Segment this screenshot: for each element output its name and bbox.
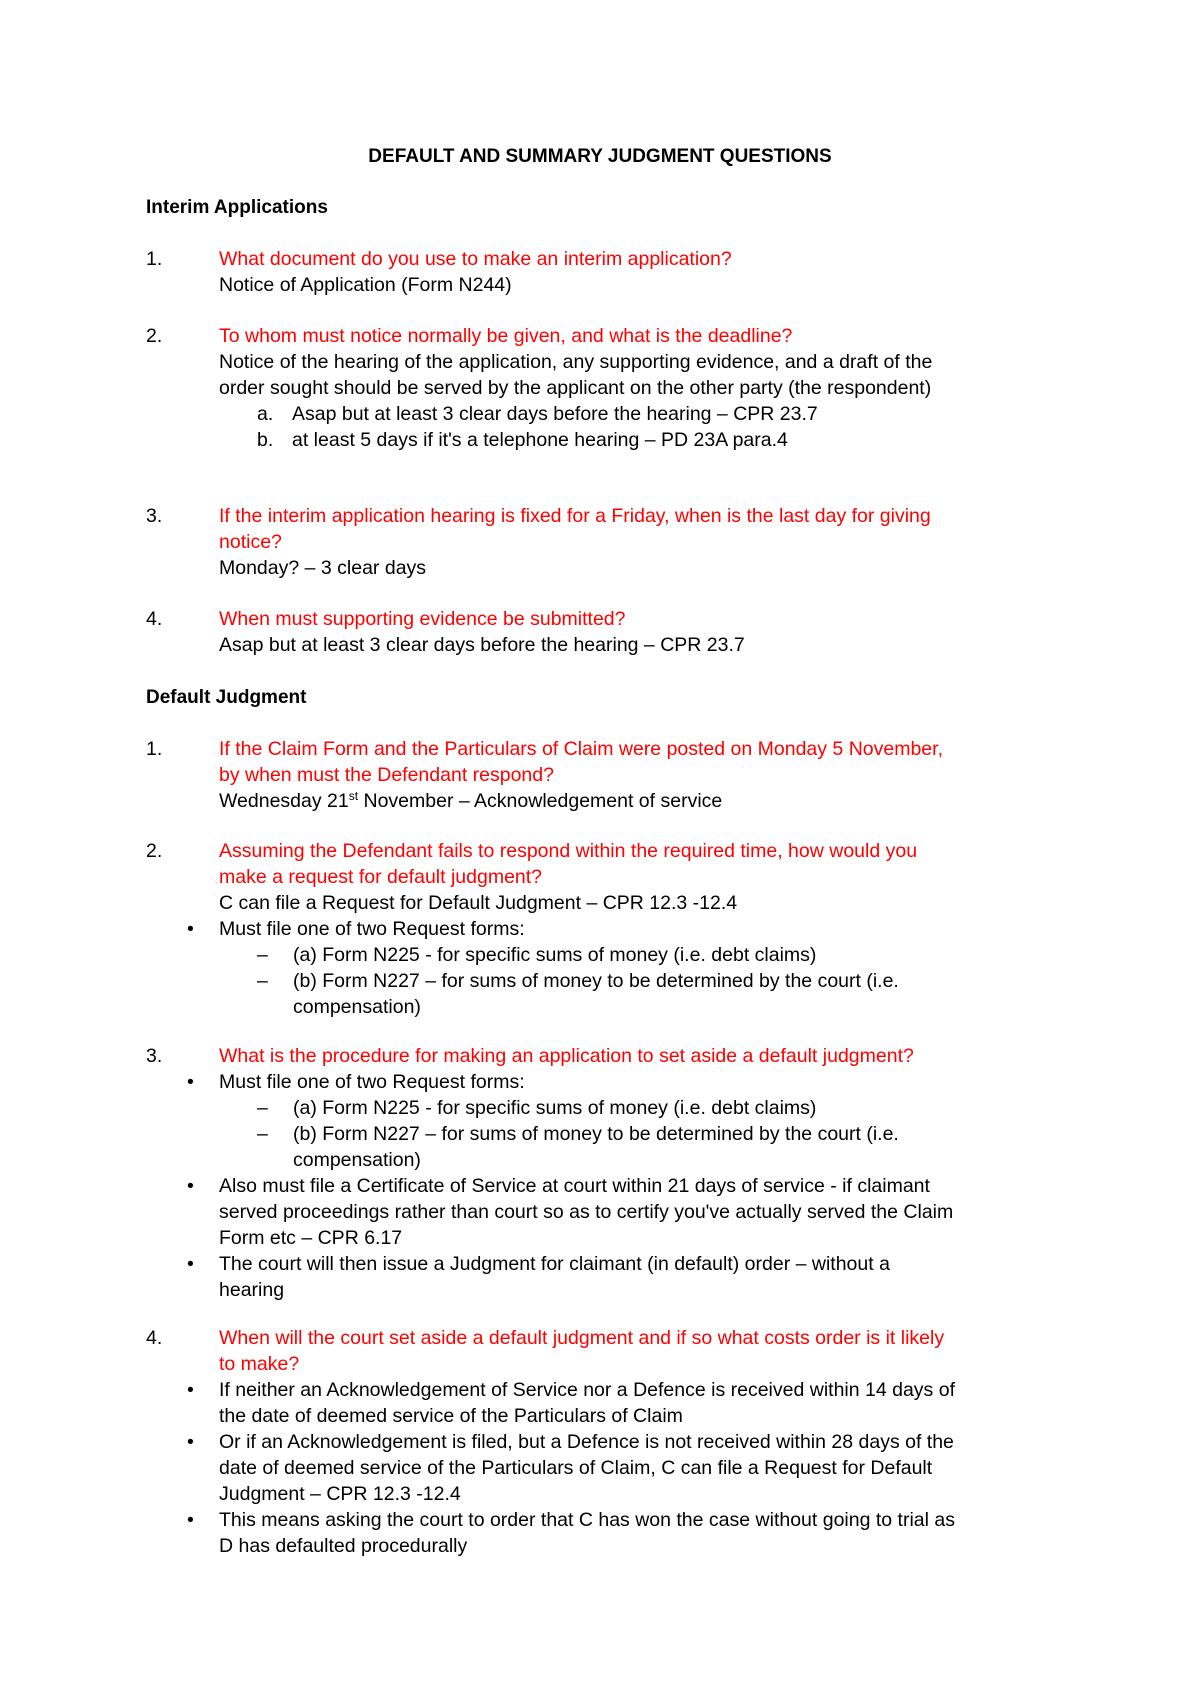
bullet-text: Must file one of two Request forms:	[219, 918, 525, 940]
question-text: When must supporting evidence be submitted?	[219, 608, 626, 630]
answer-text: C can file a Request for Default Judgment – CPR 12.3 -12.4	[219, 892, 738, 914]
item-number: 3.	[146, 505, 163, 527]
dash-text: (a) Form N225 - for specific sums of money (i.e. debt claims)	[293, 1097, 817, 1119]
bullet-text-line: If neither an Acknowledgement of Service nor a Defence is received within 14 days of	[219, 1379, 955, 1401]
item-number: 4.	[146, 1327, 163, 1349]
bullet-item	[146, 1251, 1066, 1303]
answer-text-line: order sought should be served by the applicant on the other party (the respondent)	[219, 377, 932, 399]
default-question-1	[146, 736, 1066, 814]
sub-item-text: at least 5 days if it's a telephone hearing – PD 23A para.4	[292, 429, 788, 451]
sub-item-a	[219, 401, 1066, 427]
question-text: To whom must notice normally be given, and what is the deadline?	[219, 325, 793, 347]
dash-icon: –	[257, 1123, 268, 1145]
item-number: 3.	[146, 1045, 163, 1067]
answer-text-part: November – Acknowledgement of service	[358, 790, 723, 812]
default-question-2	[146, 838, 1066, 1020]
bullet-text-line: the date of deemed service of the Particulars of Claim	[219, 1405, 683, 1427]
interim-question-4	[146, 606, 1066, 658]
dash-text-line: compensation)	[293, 996, 421, 1018]
bullet-text-line: The court will then issue a Judgment for claimant (in default) order – without a	[219, 1253, 890, 1275]
question-text-line: Assuming the Defendant fails to respond within the required time, how would you	[219, 840, 918, 862]
answer-text: Notice of Application (Form N244)	[219, 274, 512, 296]
question-text: What is the procedure for making an application to set aside a default judgment?	[219, 1045, 914, 1067]
bullet-item	[146, 1507, 1066, 1559]
bullet-text-line: Or if an Acknowledgement is filed, but a Defence is not received within 28 days of the	[219, 1431, 954, 1453]
bullet-text-line: date of deemed service of the Particulars of Claim, C can file a Request for Default	[219, 1457, 933, 1479]
answer-text: Monday? – 3 clear days	[219, 557, 427, 579]
question-text-line: notice?	[219, 531, 282, 553]
bullet-icon: •	[187, 1509, 194, 1531]
bullet-text-line: Judgment – CPR 12.3 -12.4	[219, 1483, 461, 1505]
bullet-item	[146, 1377, 1066, 1429]
section-heading-default-judgment: Default Judgment	[146, 687, 307, 708]
question-text-line: If the Claim Form and the Particulars of Claim were posted on Monday 5 November,	[219, 738, 943, 760]
bullet-item	[146, 1069, 1066, 1095]
bullet-text-line: Form etc – CPR 6.17	[219, 1227, 403, 1249]
bullet-item	[146, 1429, 1066, 1507]
dash-text-line: compensation)	[293, 1149, 421, 1171]
interim-question-1	[146, 246, 1066, 298]
answer-text-part: Wednesday 21	[219, 790, 349, 812]
bullet-item	[146, 916, 1066, 942]
item-number: 4.	[146, 608, 163, 630]
ordinal-suffix: st	[348, 789, 359, 803]
bullet-icon: •	[187, 1253, 194, 1275]
bullet-text: Must file one of two Request forms:	[219, 1071, 525, 1093]
question-text-line: by when must the Defendant respond?	[219, 764, 554, 786]
bullet-icon: •	[187, 1379, 194, 1401]
interim-question-3	[146, 503, 1066, 581]
dash-item	[146, 1121, 1066, 1173]
dash-icon: –	[257, 970, 268, 992]
bullet-icon: •	[187, 918, 194, 940]
bullet-text-line: This means asking the court to order that C has won the case without going to trial as	[219, 1509, 955, 1531]
dash-item	[146, 942, 1066, 968]
item-number: 2.	[146, 840, 163, 862]
dash-item	[146, 968, 1066, 1020]
dash-item	[146, 1095, 1066, 1121]
bullet-icon: •	[187, 1431, 194, 1453]
bullet-text-line: served proceedings rather than court so as to certify you've actually served the Claim	[219, 1201, 954, 1223]
item-number: 1.	[146, 248, 163, 270]
answer-text-line: Notice of the hearing of the application, any supporting evidence, and a draft of the	[219, 351, 933, 373]
dash-text: (a) Form N225 - for specific sums of money (i.e. debt claims)	[293, 944, 817, 966]
question-text-line: make a request for default judgment?	[219, 866, 543, 888]
dash-icon: –	[257, 1097, 268, 1119]
question-text-line: When will the court set aside a default judgment and if so what costs order is it likely	[219, 1327, 945, 1349]
dash-text-line: (b) Form N227 – for sums of money to be determined by the court (i.e.	[293, 1123, 899, 1145]
question-text-line: If the interim application hearing is fixed for a Friday, when is the last day for giving	[219, 505, 931, 527]
question-text: What document do you use to make an interim application?	[219, 248, 732, 270]
question-text-line: to make?	[219, 1353, 300, 1375]
answer-text: Asap but at least 3 clear days before the hearing – CPR 23.7	[219, 634, 745, 656]
bullet-icon: •	[187, 1175, 194, 1197]
dash-icon: –	[257, 944, 268, 966]
answer-text	[219, 788, 1066, 814]
sub-item-text: Asap but at least 3 clear days before the hearing – CPR 23.7	[292, 403, 818, 425]
item-number: 2.	[146, 325, 163, 347]
section-heading-interim: Interim Applications	[146, 197, 328, 218]
sub-item-label: b.	[257, 429, 274, 451]
document-title: DEFAULT AND SUMMARY JUDGMENT QUESTIONS	[368, 146, 832, 167]
bullet-item	[146, 1173, 1066, 1251]
bullet-text-line: Also must file a Certificate of Service at court within 21 days of service - if claimant	[219, 1175, 930, 1197]
interim-question-2	[146, 323, 1066, 453]
bullet-text-line: D has defaulted procedurally	[219, 1535, 468, 1557]
bullet-icon: •	[187, 1071, 194, 1093]
bullet-text-line: hearing	[219, 1279, 285, 1301]
default-question-4	[146, 1325, 1066, 1559]
item-number: 1.	[146, 738, 163, 760]
dash-text-line: (b) Form N227 – for sums of money to be determined by the court (i.e.	[293, 970, 899, 992]
sub-item-b	[219, 427, 1066, 453]
sub-item-label: a.	[257, 403, 274, 425]
default-question-3	[146, 1043, 1066, 1303]
